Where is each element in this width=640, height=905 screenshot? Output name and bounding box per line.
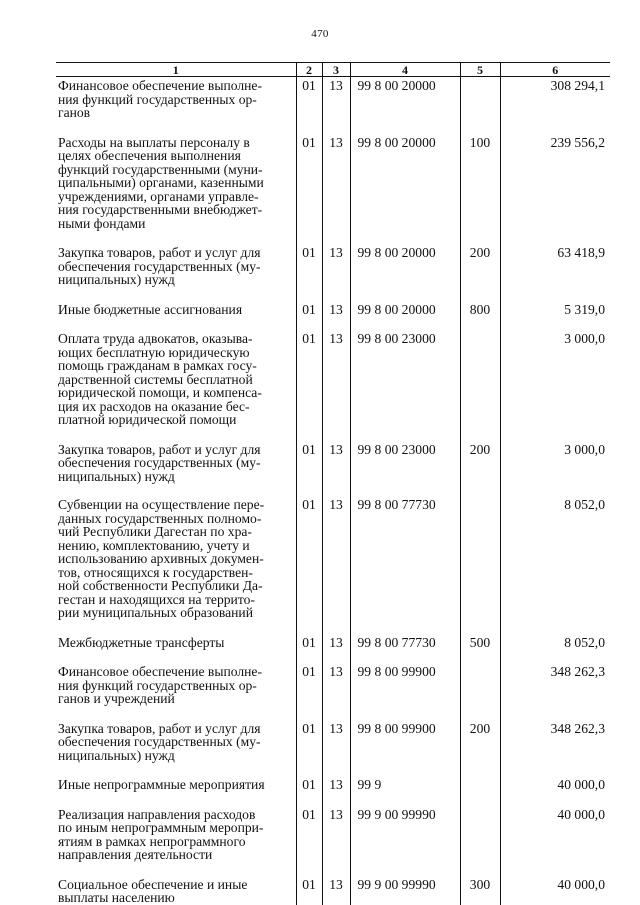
expense-type-code: 200 (460, 244, 500, 301)
item-name: Финансовое обеспечение выполне- ния функций государственных ор- ганов (58, 78, 262, 120)
amount: 40 000,0 (500, 806, 610, 876)
item-name: Оплата труда адвокатов, оказыва- ющих бесплатную юридическую помощь гражданам в рамках госу- дарственной системы бесплатной юридической помощи, и компенса- ция их расходов на оказание бес- платной юридической помощи (58, 331, 262, 427)
target-article-code: 99 8 00 99900 (350, 720, 460, 777)
table-body (56, 77, 610, 905)
subsection-code: 13 (322, 77, 350, 134)
table-row (56, 876, 610, 905)
item-name: Закупка товаров, работ и услуг для обеспечения государственных (му- ниципальных) нужд (58, 441, 261, 484)
amount: 63 418,9 (500, 244, 610, 301)
expense-type-code (460, 806, 500, 876)
header-col-1: 1 (56, 63, 296, 77)
item-name: Закупка товаров, работ и услуг для обеспечения государственных (му- ниципальных) нужд (58, 245, 261, 287)
amount: 3 000,0 (500, 330, 610, 441)
subsection-code: 13 (322, 441, 350, 497)
subsection-code: 13 (322, 634, 350, 664)
subsection-code: 13 (322, 806, 350, 876)
page-number: 470 (311, 28, 329, 40)
amount: 3 000,0 (500, 441, 610, 497)
target-article-code: 99 8 00 23000 (350, 330, 460, 441)
item-name: Межбюджетные трансферты (58, 634, 225, 650)
expense-type-code (460, 663, 500, 720)
table-row (56, 330, 610, 441)
amount: 5 319,0 (500, 301, 610, 331)
subsection-code: 13 (322, 244, 350, 301)
subsection-code: 13 (322, 301, 350, 331)
target-article-code: 99 8 00 20000 (350, 244, 460, 301)
subsection-code: 13 (322, 876, 350, 905)
header-col-2: 2 (296, 63, 322, 77)
item-name: Иные непрограммные мероприятия (58, 777, 265, 792)
section-code: 01 (296, 776, 322, 806)
expense-type-code (460, 330, 500, 441)
target-article-code: 99 9 00 99990 (350, 876, 460, 905)
item-name: Реализация направления расходов по иным непрограммным меропри- ятиям в рамках непрограммного направления деятельности (58, 806, 264, 862)
target-article-code: 99 8 00 23000 (350, 441, 460, 497)
item-name: Финансовое обеспечение выполне- ния функций государственных ор- ганов и учреждений (58, 664, 262, 706)
target-article-code: 99 9 00 99990 (350, 806, 460, 876)
table-row (56, 244, 610, 301)
subsection-code: 13 (322, 134, 350, 245)
expense-type-code: 500 (460, 634, 500, 664)
target-article-code: 99 9 (350, 776, 460, 806)
section-code: 01 (296, 806, 322, 876)
expense-type-code: 200 (460, 441, 500, 497)
section-code: 01 (296, 720, 322, 777)
target-article-code: 99 8 00 99900 (350, 663, 460, 720)
target-article-code: 99 8 00 20000 (350, 77, 460, 134)
table-row (56, 663, 610, 720)
item-name: Социальное обеспечение и иные выплаты населению (58, 876, 248, 905)
expense-type-code: 200 (460, 720, 500, 777)
target-article-code: 99 8 00 20000 (350, 301, 460, 331)
table-row (56, 77, 610, 134)
amount: 308 294,1 (500, 77, 610, 134)
subsection-code: 13 (322, 496, 350, 634)
table-row (56, 806, 610, 876)
amount: 239 556,2 (500, 134, 610, 245)
expense-type-code (460, 496, 500, 634)
budget-table (56, 62, 610, 905)
table-row (56, 301, 610, 331)
table-row (56, 441, 610, 497)
header-col-4: 4 (350, 63, 460, 77)
header-col-6: 6 (500, 63, 610, 77)
section-code: 01 (296, 134, 322, 245)
section-code: 01 (296, 663, 322, 720)
subsection-code: 13 (322, 330, 350, 441)
target-article-code: 99 8 00 20000 (350, 134, 460, 245)
target-article-code: 99 8 00 77730 (350, 634, 460, 664)
header-col-3: 3 (322, 63, 350, 77)
table-row (56, 496, 610, 634)
table-row (56, 776, 610, 806)
section-code: 01 (296, 634, 322, 664)
expense-type-code (460, 77, 500, 134)
amount: 348 262,3 (500, 663, 610, 720)
subsection-code: 13 (322, 663, 350, 720)
amount: 40 000,0 (500, 876, 610, 905)
section-code: 01 (296, 77, 322, 134)
header-col-5: 5 (460, 63, 500, 77)
table-row (56, 634, 610, 664)
section-code: 01 (296, 496, 322, 634)
expense-type-code: 800 (460, 301, 500, 331)
amount: 8 052,0 (500, 634, 610, 664)
target-article-code: 99 8 00 77730 (350, 496, 460, 634)
section-code: 01 (296, 244, 322, 301)
table-header-row (56, 63, 610, 77)
item-name: Субвенции на осуществление пере- данных государственных полномо- чий Республики Дагестан по хра- нению, комплектованию, учету и использованию архивных докумен- тов, относящихся к государствен- ной собственности Республики Да- гестан и находящихся на террито- рии муниципальных образований (58, 497, 265, 620)
subsection-code: 13 (322, 720, 350, 777)
table-row (56, 720, 610, 777)
amount: 348 262,3 (500, 720, 610, 777)
item-name: Расходы на выплаты персоналу в целях обеспечения выполнения функций государственными (муни- ципальными) органами, казенными учреждениями, органами управле- ния государственными внебюджет- ными фондами (58, 134, 264, 231)
item-name: Иные бюджетные ассигнования (58, 301, 243, 317)
section-code: 01 (296, 441, 322, 497)
amount: 8 052,0 (500, 496, 610, 634)
item-name: Закупка товаров, работ и услуг для обеспечения государственных (му- ниципальных) нужд (58, 720, 261, 763)
amount: 40 000,0 (500, 776, 610, 806)
expense-type-code (460, 776, 500, 806)
section-code: 01 (296, 876, 322, 905)
expense-type-code: 300 (460, 876, 500, 905)
section-code: 01 (296, 330, 322, 441)
table-row (56, 134, 610, 245)
section-code: 01 (296, 301, 322, 331)
subsection-code: 13 (322, 776, 350, 806)
expense-type-code: 100 (460, 134, 500, 245)
